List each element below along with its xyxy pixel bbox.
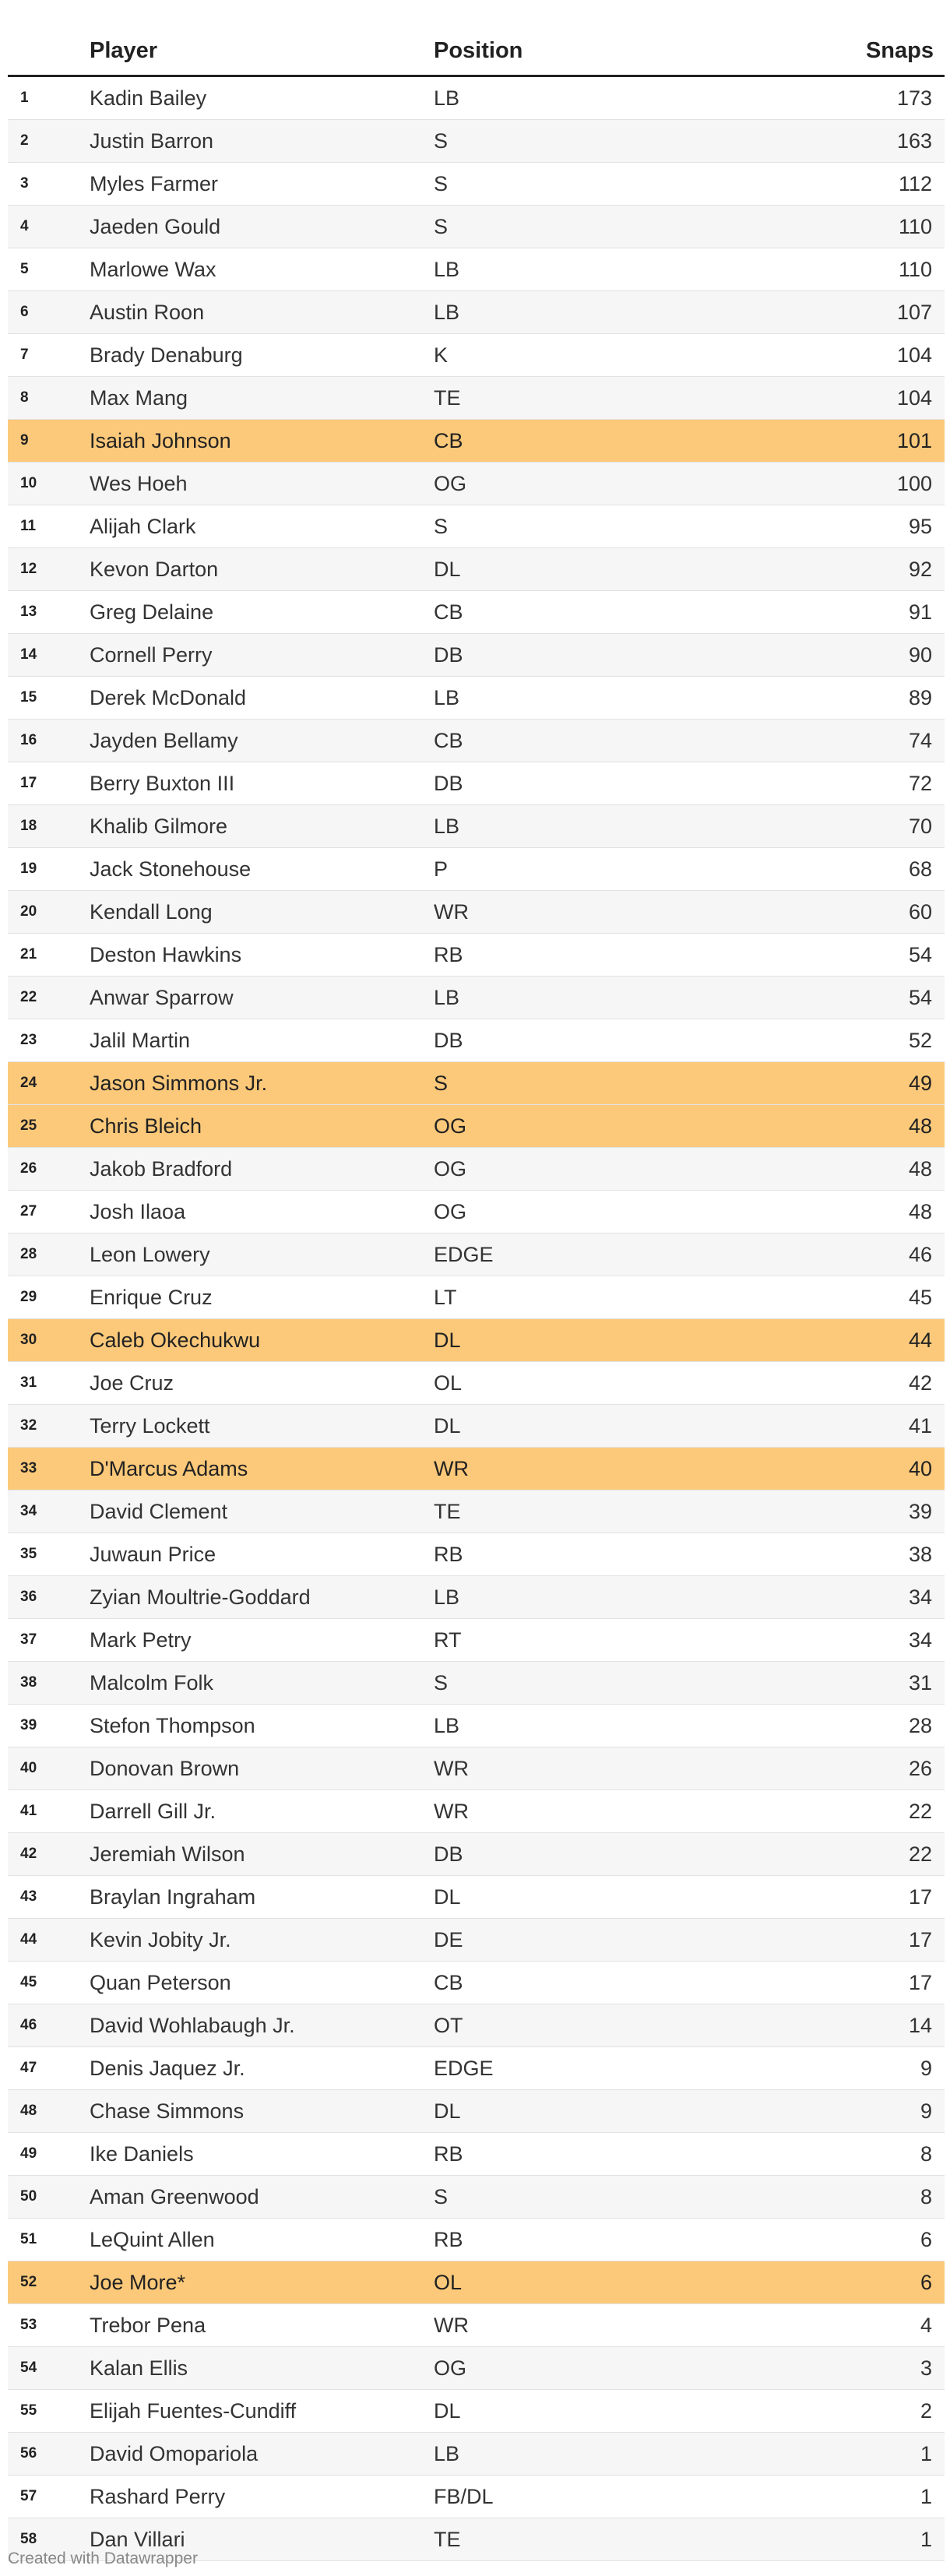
- rank-cell: 11: [8, 505, 90, 548]
- table-row: [8, 1405, 945, 1448]
- table-row: [8, 2133, 945, 2176]
- position-cell: RB: [434, 1533, 745, 1576]
- position-cell: EDGE: [434, 1233, 745, 1276]
- player-cell: Chris Bleich: [90, 1105, 434, 1148]
- table-row: [8, 1619, 945, 1662]
- position-cell: DL: [434, 2090, 745, 2133]
- player-cell: Brady Denaburg: [90, 334, 434, 377]
- table-row: [8, 2433, 945, 2476]
- position-cell: DL: [434, 1876, 745, 1919]
- table-row: [8, 762, 945, 805]
- rank-cell: 15: [8, 677, 90, 720]
- player-cell: Marlowe Wax: [90, 248, 434, 291]
- position-cell: WR: [434, 2304, 745, 2347]
- rank-cell: 32: [8, 1405, 90, 1448]
- snaps-cell: 92: [745, 548, 945, 591]
- table-row: [8, 1833, 945, 1876]
- player-cell: Justin Barron: [90, 120, 434, 163]
- position-cell: TE: [434, 1490, 745, 1533]
- rank-cell: 31: [8, 1362, 90, 1405]
- table-row: [8, 1962, 945, 2004]
- snaps-cell: 110: [745, 248, 945, 291]
- table-row: [8, 248, 945, 291]
- player-cell: Khalib Gilmore: [90, 805, 434, 848]
- table-row: [8, 1747, 945, 1790]
- player-cell: Wes Hoeh: [90, 463, 434, 505]
- table-row: [8, 505, 945, 548]
- rank-cell: 36: [8, 1576, 90, 1619]
- snaps-cell: 90: [745, 634, 945, 677]
- table-row: [8, 377, 945, 420]
- table-row: [8, 1876, 945, 1919]
- position-cell: LB: [434, 1705, 745, 1747]
- player-cell: Enrique Cruz: [90, 1276, 434, 1319]
- rank-cell: 38: [8, 1662, 90, 1705]
- rank-cell: 39: [8, 1705, 90, 1747]
- position-cell: LB: [434, 248, 745, 291]
- position-cell: S: [434, 505, 745, 548]
- snaps-cell: 6: [745, 2219, 945, 2261]
- rank-cell: 25: [8, 1105, 90, 1148]
- snaps-cell: 17: [745, 1919, 945, 1962]
- position-cell: LT: [434, 1276, 745, 1319]
- player-cell: Ike Daniels: [90, 2133, 434, 2176]
- rank-cell: 46: [8, 2004, 90, 2047]
- rank-cell: 18: [8, 805, 90, 848]
- player-cell: Caleb Okechukwu: [90, 1319, 434, 1362]
- rank-cell: 1: [8, 76, 90, 120]
- position-cell: DB: [434, 1019, 745, 1062]
- rank-cell: 55: [8, 2390, 90, 2433]
- snaps-cell: 44: [745, 1319, 945, 1362]
- snaps-cell: 54: [745, 977, 945, 1019]
- position-cell: RB: [434, 934, 745, 977]
- snaps-cell: 39: [745, 1490, 945, 1533]
- table-row: [8, 634, 945, 677]
- rank-cell: 48: [8, 2090, 90, 2133]
- player-cell: Joe Cruz: [90, 1362, 434, 1405]
- rank-cell: 41: [8, 1790, 90, 1833]
- position-cell: LB: [434, 2433, 745, 2476]
- snaps-cell: 89: [745, 677, 945, 720]
- table-row: [8, 934, 945, 977]
- snaps-cell: 3: [745, 2347, 945, 2390]
- table-row: [8, 1919, 945, 1962]
- rank-cell: 5: [8, 248, 90, 291]
- table-row: [8, 334, 945, 377]
- table-row: [8, 548, 945, 591]
- position-cell: OT: [434, 2004, 745, 2047]
- player-cell: Malcolm Folk: [90, 1662, 434, 1705]
- position-cell: OG: [434, 2347, 745, 2390]
- player-cell: Elijah Fuentes-Cundiff: [90, 2390, 434, 2433]
- player-cell: Leon Lowery: [90, 1233, 434, 1276]
- position-cell: OL: [434, 1362, 745, 1405]
- position-cell: OG: [434, 1148, 745, 1191]
- player-cell: Zyian Moultrie-Goddard: [90, 1576, 434, 1619]
- rank-cell: 50: [8, 2176, 90, 2219]
- snaps-cell: 163: [745, 120, 945, 163]
- snaps-cell: 70: [745, 805, 945, 848]
- player-cell: Denis Jaquez Jr.: [90, 2047, 434, 2090]
- snaps-cell: 91: [745, 591, 945, 634]
- player-cell: Jalil Martin: [90, 1019, 434, 1062]
- player-cell: Kevon Darton: [90, 548, 434, 591]
- snaps-cell: 112: [745, 163, 945, 206]
- player-cell: Joe More*: [90, 2261, 434, 2304]
- snaps-cell: 40: [745, 1448, 945, 1490]
- rank-cell: 2: [8, 120, 90, 163]
- rank-cell: 19: [8, 848, 90, 891]
- header-player[interactable]: Player: [90, 26, 434, 76]
- rank-cell: 42: [8, 1833, 90, 1876]
- player-cell: Deston Hawkins: [90, 934, 434, 977]
- header-position[interactable]: Position: [434, 26, 745, 76]
- player-cell: Jason Simmons Jr.: [90, 1062, 434, 1105]
- rank-cell: 23: [8, 1019, 90, 1062]
- table-row: [8, 76, 945, 120]
- rank-cell: 21: [8, 934, 90, 977]
- snaps-cell: 68: [745, 848, 945, 891]
- player-cell: Mark Petry: [90, 1619, 434, 1662]
- player-cell: Isaiah Johnson: [90, 420, 434, 463]
- table-row: [8, 805, 945, 848]
- table-row: [8, 677, 945, 720]
- snaps-cell: 26: [745, 1747, 945, 1790]
- position-cell: FB/DL: [434, 2476, 745, 2518]
- player-cell: Jakob Bradford: [90, 1148, 434, 1191]
- player-cell: Anwar Sparrow: [90, 977, 434, 1019]
- rank-cell: 16: [8, 720, 90, 762]
- snaps-cell: 74: [745, 720, 945, 762]
- snaps-cell: 6: [745, 2261, 945, 2304]
- position-cell: S: [434, 1062, 745, 1105]
- table-row: [8, 1062, 945, 1105]
- table-row: [8, 1105, 945, 1148]
- table-row: [8, 1233, 945, 1276]
- table-row: [8, 891, 945, 934]
- table-row: [8, 2347, 945, 2390]
- position-cell: CB: [434, 591, 745, 634]
- position-cell: RB: [434, 2133, 745, 2176]
- player-cell: Jeremiah Wilson: [90, 1833, 434, 1876]
- table-row: [8, 291, 945, 334]
- rank-cell: 58: [8, 2518, 90, 2561]
- snaps-cell: 8: [745, 2176, 945, 2219]
- table-row: [8, 420, 945, 463]
- position-cell: OL: [434, 2261, 745, 2304]
- table-row: [8, 1576, 945, 1619]
- position-cell: S: [434, 206, 745, 248]
- snaps-cell: 34: [745, 1619, 945, 1662]
- rank-cell: 44: [8, 1919, 90, 1962]
- rank-cell: 29: [8, 1276, 90, 1319]
- rank-cell: 17: [8, 762, 90, 805]
- snaps-cell: 41: [745, 1405, 945, 1448]
- player-cell: Stefon Thompson: [90, 1705, 434, 1747]
- rank-cell: 24: [8, 1062, 90, 1105]
- snaps-cell: 9: [745, 2047, 945, 2090]
- header-row: [8, 26, 945, 76]
- rank-cell: 47: [8, 2047, 90, 2090]
- position-cell: WR: [434, 891, 745, 934]
- position-cell: DB: [434, 762, 745, 805]
- header-rank[interactable]: [8, 26, 90, 76]
- table-row: [8, 120, 945, 163]
- player-cell: Jaeden Gould: [90, 206, 434, 248]
- snaps-cell: 101: [745, 420, 945, 463]
- table-row: [8, 1276, 945, 1319]
- player-cell: Austin Roon: [90, 291, 434, 334]
- snaps-cell: 17: [745, 1962, 945, 2004]
- position-cell: TE: [434, 377, 745, 420]
- snaps-cell: 48: [745, 1148, 945, 1191]
- position-cell: RB: [434, 2219, 745, 2261]
- player-cell: Darrell Gill Jr.: [90, 1790, 434, 1833]
- rank-cell: 33: [8, 1448, 90, 1490]
- position-cell: LB: [434, 805, 745, 848]
- snaps-cell: 4: [745, 2304, 945, 2347]
- rank-cell: 35: [8, 1533, 90, 1576]
- position-cell: DB: [434, 1833, 745, 1876]
- table-row: [8, 163, 945, 206]
- player-cell: Greg Delaine: [90, 591, 434, 634]
- player-cell: Kalan Ellis: [90, 2347, 434, 2390]
- rank-cell: 28: [8, 1233, 90, 1276]
- position-cell: DE: [434, 1919, 745, 1962]
- rank-cell: 37: [8, 1619, 90, 1662]
- player-cell: LeQuint Allen: [90, 2219, 434, 2261]
- position-cell: OG: [434, 1191, 745, 1233]
- snaps-cell: 1: [745, 2476, 945, 2518]
- player-cell: Aman Greenwood: [90, 2176, 434, 2219]
- rank-cell: 22: [8, 977, 90, 1019]
- position-cell: S: [434, 2176, 745, 2219]
- position-cell: DL: [434, 1405, 745, 1448]
- table-row: [8, 1362, 945, 1405]
- table-row: [8, 1790, 945, 1833]
- snaps-cell: 46: [745, 1233, 945, 1276]
- rank-cell: 6: [8, 291, 90, 334]
- player-cell: Terry Lockett: [90, 1405, 434, 1448]
- snaps-cell: 60: [745, 891, 945, 934]
- table-row: [8, 2261, 945, 2304]
- table-row: [8, 1490, 945, 1533]
- rank-cell: 3: [8, 163, 90, 206]
- snaps-cell: 54: [745, 934, 945, 977]
- position-cell: LB: [434, 977, 745, 1019]
- table-body: [8, 76, 945, 2561]
- snaps-cell: 100: [745, 463, 945, 505]
- table-row: [8, 2219, 945, 2261]
- rank-cell: 56: [8, 2433, 90, 2476]
- player-cell: Braylan Ingraham: [90, 1876, 434, 1919]
- rank-cell: 53: [8, 2304, 90, 2347]
- snaps-cell: 52: [745, 1019, 945, 1062]
- table-row: [8, 206, 945, 248]
- snaps-cell: 28: [745, 1705, 945, 1747]
- rank-cell: 7: [8, 334, 90, 377]
- rank-cell: 57: [8, 2476, 90, 2518]
- rank-cell: 4: [8, 206, 90, 248]
- player-cell: Alijah Clark: [90, 505, 434, 548]
- position-cell: LB: [434, 677, 745, 720]
- rank-cell: 26: [8, 1148, 90, 1191]
- position-cell: TE: [434, 2518, 745, 2561]
- player-cell: Cornell Perry: [90, 634, 434, 677]
- rank-cell: 20: [8, 891, 90, 934]
- rank-cell: 13: [8, 591, 90, 634]
- position-cell: DL: [434, 2390, 745, 2433]
- player-cell: Kendall Long: [90, 891, 434, 934]
- table-row: [8, 1191, 945, 1233]
- table-header: [8, 26, 945, 76]
- rank-cell: 49: [8, 2133, 90, 2176]
- player-cell: Trebor Pena: [90, 2304, 434, 2347]
- player-cell: Rashard Perry: [90, 2476, 434, 2518]
- snaps-cell: 95: [745, 505, 945, 548]
- player-cell: Berry Buxton III: [90, 762, 434, 805]
- table-row: [8, 2304, 945, 2347]
- position-cell: S: [434, 1662, 745, 1705]
- position-cell: LB: [434, 291, 745, 334]
- table-row: [8, 1319, 945, 1362]
- player-cell: Derek McDonald: [90, 677, 434, 720]
- table-row: [8, 720, 945, 762]
- snaps-cell: 107: [745, 291, 945, 334]
- player-cell: Donovan Brown: [90, 1747, 434, 1790]
- table-row: [8, 2090, 945, 2133]
- snaps-cell: 34: [745, 1576, 945, 1619]
- position-cell: CB: [434, 1962, 745, 2004]
- snaps-cell: 31: [745, 1662, 945, 1705]
- position-cell: DL: [434, 1319, 745, 1362]
- player-cell: Quan Peterson: [90, 1962, 434, 2004]
- table-row: [8, 1662, 945, 1705]
- table-row: [8, 591, 945, 634]
- table-row: [8, 1019, 945, 1062]
- position-cell: S: [434, 120, 745, 163]
- position-cell: WR: [434, 1747, 745, 1790]
- position-cell: DB: [434, 634, 745, 677]
- player-cell: Dan Villari: [90, 2518, 434, 2561]
- position-cell: WR: [434, 1790, 745, 1833]
- table-row: [8, 848, 945, 891]
- rank-cell: 9: [8, 420, 90, 463]
- position-cell: WR: [434, 1448, 745, 1490]
- table-row: [8, 463, 945, 505]
- player-cell: David Wohlabaugh Jr.: [90, 2004, 434, 2047]
- player-cell: David Omopariola: [90, 2433, 434, 2476]
- snaps-cell: 1: [745, 2518, 945, 2561]
- snaps-cell: 110: [745, 206, 945, 248]
- rank-cell: 43: [8, 1876, 90, 1919]
- table-row: [8, 2476, 945, 2518]
- position-cell: OG: [434, 1105, 745, 1148]
- table-row: [8, 1448, 945, 1490]
- snaps-cell: 42: [745, 1362, 945, 1405]
- rank-cell: 52: [8, 2261, 90, 2304]
- snaps-cell: 48: [745, 1105, 945, 1148]
- rank-cell: 27: [8, 1191, 90, 1233]
- snaps-cell: 9: [745, 2090, 945, 2133]
- snaps-cell: 22: [745, 1790, 945, 1833]
- table-row: [8, 1148, 945, 1191]
- snaps-cell: 72: [745, 762, 945, 805]
- player-cell: Josh Ilaoa: [90, 1191, 434, 1233]
- rank-cell: 54: [8, 2347, 90, 2390]
- snaps-cell: 2: [745, 2390, 945, 2433]
- player-cell: Jayden Bellamy: [90, 720, 434, 762]
- position-cell: EDGE: [434, 2047, 745, 2090]
- position-cell: K: [434, 334, 745, 377]
- position-cell: P: [434, 848, 745, 891]
- snaps-cell: 38: [745, 1533, 945, 1576]
- table-row: [8, 1705, 945, 1747]
- rank-cell: 45: [8, 1962, 90, 2004]
- table-row: [8, 2047, 945, 2090]
- player-cell: Juwaun Price: [90, 1533, 434, 1576]
- player-cell: Myles Farmer: [90, 163, 434, 206]
- player-cell: Jack Stonehouse: [90, 848, 434, 891]
- snaps-cell: 22: [745, 1833, 945, 1876]
- rank-cell: 51: [8, 2219, 90, 2261]
- snaps-cell: 45: [745, 1276, 945, 1319]
- position-cell: RT: [434, 1619, 745, 1662]
- player-cell: Kadin Bailey: [90, 76, 434, 120]
- rank-cell: 34: [8, 1490, 90, 1533]
- player-cell: David Clement: [90, 1490, 434, 1533]
- position-cell: LB: [434, 1576, 745, 1619]
- snaps-table: [8, 26, 945, 2561]
- snaps-cell: 104: [745, 334, 945, 377]
- rank-cell: 14: [8, 634, 90, 677]
- rank-cell: 12: [8, 548, 90, 591]
- table-row: [8, 2004, 945, 2047]
- player-cell: Chase Simmons: [90, 2090, 434, 2133]
- table-row: [8, 977, 945, 1019]
- snaps-cell: 49: [745, 1062, 945, 1105]
- position-cell: LB: [434, 76, 745, 120]
- rank-cell: 40: [8, 1747, 90, 1790]
- position-cell: DL: [434, 548, 745, 591]
- snaps-cell: 173: [745, 76, 945, 120]
- snaps-cell: 1: [745, 2433, 945, 2476]
- position-cell: CB: [434, 420, 745, 463]
- player-cell: D'Marcus Adams: [90, 1448, 434, 1490]
- snaps-cell: 8: [745, 2133, 945, 2176]
- header-snaps[interactable]: Snaps: [745, 26, 945, 76]
- rank-cell: 8: [8, 377, 90, 420]
- position-cell: CB: [434, 720, 745, 762]
- snaps-cell: 104: [745, 377, 945, 420]
- snaps-cell: 48: [745, 1191, 945, 1233]
- datawrapper-credit[interactable]: Created with Datawrapper: [8, 2550, 198, 2567]
- table-row: [8, 2390, 945, 2433]
- table-row: [8, 2176, 945, 2219]
- position-cell: S: [434, 163, 745, 206]
- rank-cell: 30: [8, 1319, 90, 1362]
- snaps-cell: 17: [745, 1876, 945, 1919]
- player-cell: Max Mang: [90, 377, 434, 420]
- player-cell: Kevin Jobity Jr.: [90, 1919, 434, 1962]
- snaps-cell: 14: [745, 2004, 945, 2047]
- position-cell: OG: [434, 463, 745, 505]
- table-row: [8, 1533, 945, 1576]
- rank-cell: 10: [8, 463, 90, 505]
